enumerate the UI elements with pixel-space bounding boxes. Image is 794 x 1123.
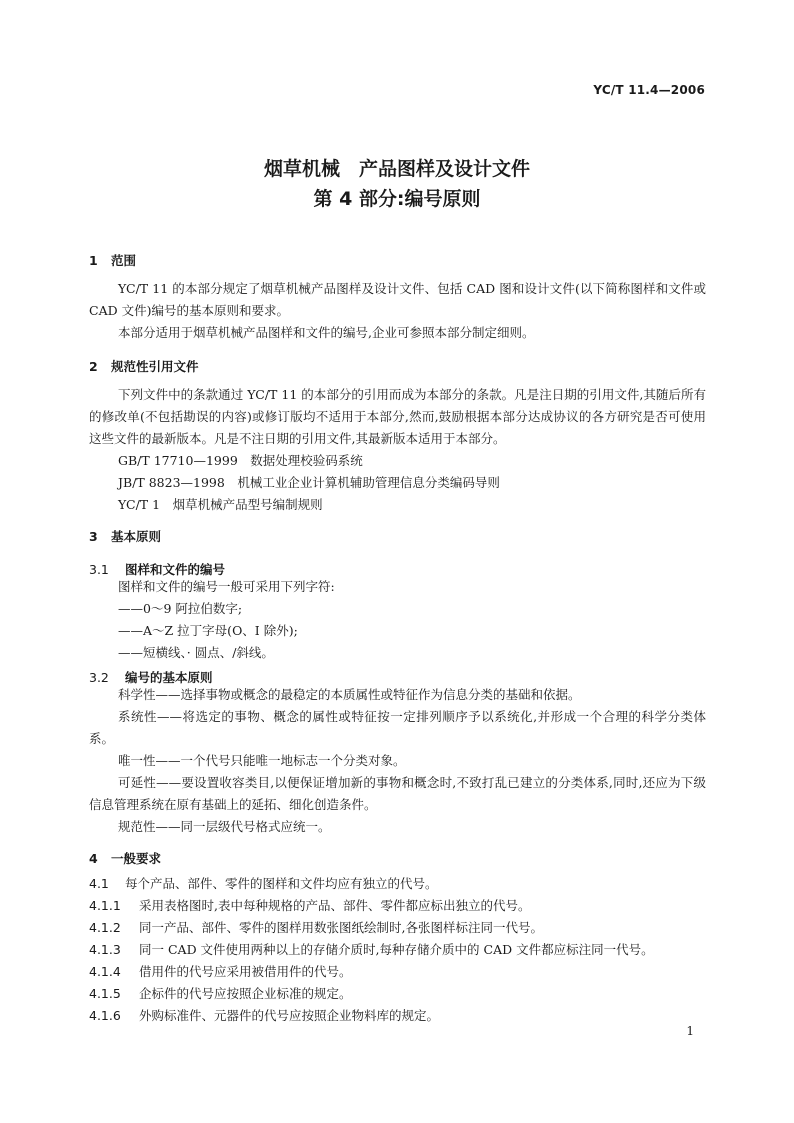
requirement-text: 每个产品、部件、零件的图样和文件均应有独立的代号。 xyxy=(125,876,438,891)
document-title-line2: 第 4 部分:编号原则 xyxy=(313,188,481,210)
character-list-item: ——短横线、· 圆点、/斜线。 xyxy=(118,645,274,660)
section-1-paragraph-1: YC/T 11 的本部分规定了烟草机械产品图样及设计文件、包括 CAD 图和设计文件(以下简称图样和文件或 CAD 文件)编号的基本原则和要求。 xyxy=(89,281,706,318)
requirement-text: 同一 CAD 文件使用两种以上的存储介质时,每种存储介质中的 CAD 文件都应标注同一代号。 xyxy=(139,942,654,957)
section-3-heading xyxy=(89,527,161,545)
clause-number: 3.2 xyxy=(89,670,109,685)
section-2-heading xyxy=(89,357,199,375)
requirement-number: 4.1.3 xyxy=(89,942,121,957)
requirement-text: 同一产品、部件、零件的图样用数张图纸绘制时,各张图样标注同一代号。 xyxy=(139,920,543,935)
section-1-paragraph-2: 本部分适用于烟草机械产品图样和文件的编号,企业可参照本部分制定细则。 xyxy=(118,325,535,340)
reference-item: JB/T 8823—1998 机械工业企业计算机辅助管理信息分类编码导则 xyxy=(118,475,500,490)
section-1-heading xyxy=(89,251,136,269)
requirement-item xyxy=(89,873,438,895)
section-2-paragraph: 下列文件中的条款通过 YC/T 11 的本部分的引用而成为本部分的条款。凡是注日期的引用文件,其随后所有的修改单(不包括勘误的内容)或修订版均不适用于本部分,然而,鼓励根据本部分达成协议的各方研究是否可使用这些文件的最新版本。凡是不注日期的引用文件,其最新版本适用于本部分。 xyxy=(89,387,706,446)
character-list-item: ——A～Z 拉丁字母(O、I 除外); xyxy=(118,623,298,638)
principle-extensibility: 可延性——要设置收容类目,以便保证增加新的事物和概念时,不致打乱已建立的分类体系,同时,还应为下级信息管理系统在原有基础上的延拓、细化创造条件。 xyxy=(89,775,706,812)
requirement-text: 企标件的代号应按照企业标准的规定。 xyxy=(139,986,352,1001)
requirement-item xyxy=(89,895,530,917)
section-title: 基本原则 xyxy=(111,529,162,544)
clause-title: 编号的基本原则 xyxy=(125,670,213,685)
clause-3-1-intro: 图样和文件的编号一般可采用下列字符: xyxy=(118,579,335,594)
principle-scientific: 科学性——选择事物或概念的最稳定的本质属性或特征作为信息分类的基础和依据。 xyxy=(118,687,581,702)
section-number: 2 xyxy=(89,359,98,374)
section-number: 1 xyxy=(89,253,98,268)
principle-systematic: 系统性——将选定的事物、概念的属性或特征按一定排列顺序予以系统化,并形成一个合理的科学分类体系。 xyxy=(89,709,706,746)
requirement-item xyxy=(89,939,654,961)
section-title: 规范性引用文件 xyxy=(111,359,199,374)
requirement-number: 4.1.5 xyxy=(89,986,121,1001)
section-number: 3 xyxy=(89,529,98,544)
requirement-text: 借用件的代号应采用被借用件的代号。 xyxy=(139,964,352,979)
principle-standardization: 规范性——同一层级代号格式应统一。 xyxy=(118,819,331,834)
section-title: 一般要求 xyxy=(111,851,162,866)
clause-number: 3.1 xyxy=(89,562,109,577)
requirement-number: 4.1 xyxy=(89,876,109,891)
requirement-text: 采用表格图时,表中每种规格的产品、部件、零件都应标出独立的代号。 xyxy=(139,898,531,913)
requirement-item xyxy=(89,1005,439,1027)
requirement-number: 4.1.2 xyxy=(89,920,121,935)
requirement-number: 4.1.4 xyxy=(89,964,121,979)
document-title-line1: 烟草机械 产品图样及设计文件 xyxy=(263,158,530,180)
requirement-number: 4.1.6 xyxy=(89,1008,121,1023)
clause-title: 图样和文件的编号 xyxy=(125,562,226,577)
reference-item: YC/T 1 烟草机械产品型号编制规则 xyxy=(118,497,323,512)
requirement-item xyxy=(89,961,352,983)
requirement-text: 外购标准件、元器件的代号应按照企业物料库的规定。 xyxy=(139,1008,440,1023)
section-4-heading xyxy=(89,849,161,867)
section-number: 4 xyxy=(89,851,98,866)
reference-item: GB/T 17710—1999 数据处理校验码系统 xyxy=(118,453,363,468)
page-number: 1 xyxy=(686,1024,694,1038)
character-list-item: ——0～9 阿拉伯数字; xyxy=(118,601,243,616)
standard-code: YC/T 11.4—2006 xyxy=(593,83,705,97)
requirement-item xyxy=(89,983,352,1005)
principle-uniqueness: 唯一性——一个代号只能唯一地标志一个分类对象。 xyxy=(118,753,406,768)
requirement-number: 4.1.1 xyxy=(89,898,121,913)
section-title: 范围 xyxy=(111,253,137,268)
requirement-item xyxy=(89,917,543,939)
